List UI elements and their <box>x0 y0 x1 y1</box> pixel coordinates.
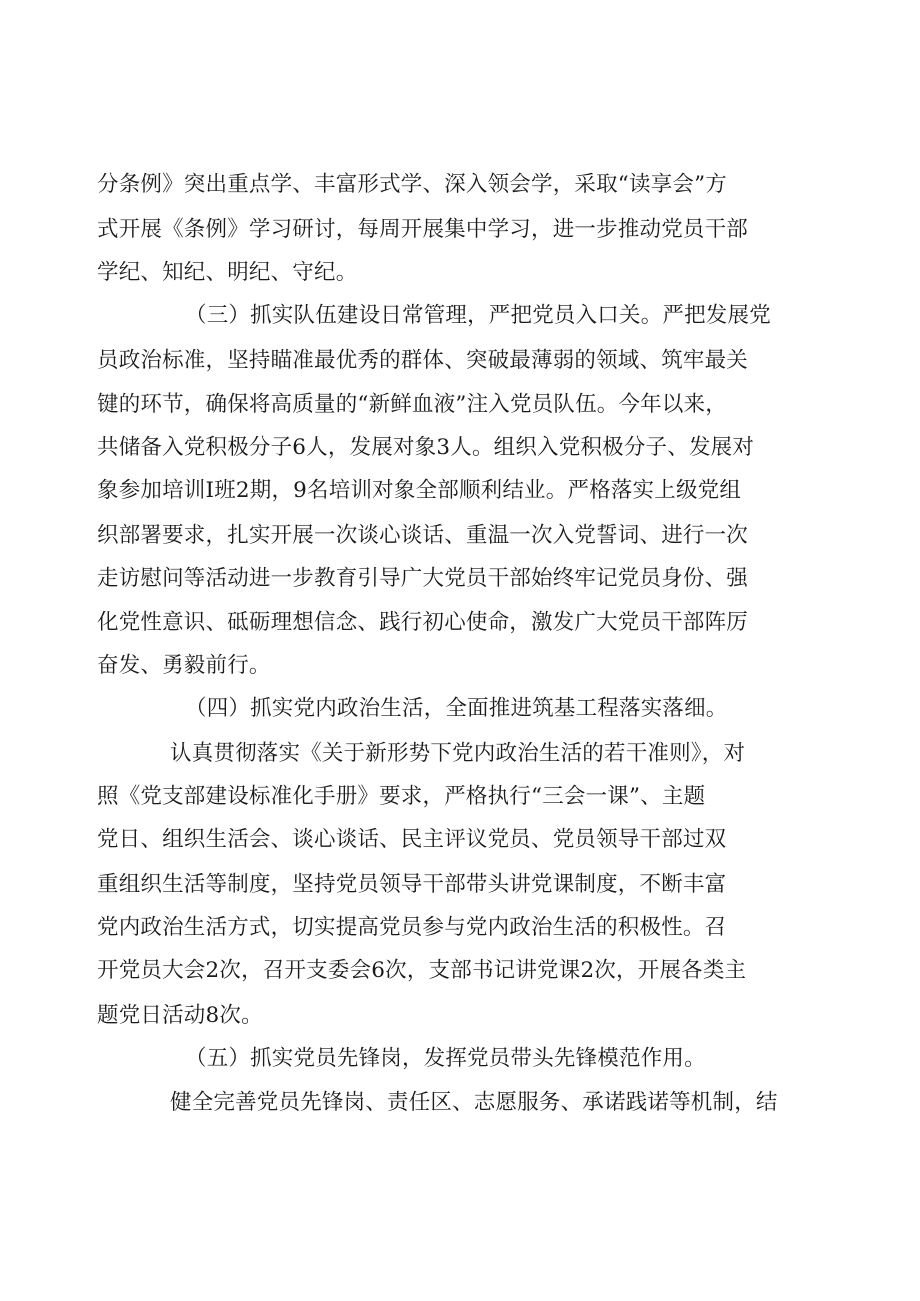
text-line-8: 象参加培训I班2期，9名培训对象全部顺利结业。严格落实上级党组 <box>97 478 742 503</box>
text-line-3: 学纪、知纪、明纪、守纪。 <box>97 260 358 285</box>
text-line-11: 化党性意识、砥砺理想信念、践行初心使命，激发广大党员干部阵厉 <box>97 610 749 635</box>
text-line-2: 式开展《条例》学习研讨，每周开展集中学习，进一步推动党员干部 <box>97 217 749 242</box>
text-line-10: 走访慰问等活动进一步教育引导广大党员干部始终牢记党员身份、强 <box>97 566 749 591</box>
text-line-22: 健全完善党员先锋岗、责任区、志愿服务、承诺践诺等机制，结 <box>170 1090 778 1115</box>
text-line-12: 奋发、勇毅前行。 <box>97 653 271 678</box>
text-line-6: 键的环节，确保将高质量的“新鲜血液”注入党员队伍。今年以来， <box>97 392 727 417</box>
text-line-14: 认真贯彻落实《关于新形势下党内政治生活的若干准则》，对 <box>170 741 746 766</box>
section-heading-4: （四）抓实党内政治生活，全面推进筑基工程落实落细。 <box>185 696 728 721</box>
section-heading-5: （五）抓实党员先锋岗，发挥党员带头先锋模范作用。 <box>185 1046 706 1071</box>
text-line-7: 共储备入党积极分子6人，发展对象3人。组织入党积极分子、发展对 <box>97 435 755 460</box>
text-line-19: 开党员大会2次，召开支委会6次，支部书记讲党课2次，开展各类主 <box>97 958 747 983</box>
section-heading-3: （三）抓实队伍建设日常管理，严把党员入口关。严把发展党 <box>185 303 771 328</box>
text-line-1: 分条例》突出重点学、丰富形式学、深入领会学，采取“读享会”方 <box>97 172 727 197</box>
text-line-15: 照《党支部建设标准化手册》要求，严格执行“三会一课”、主题 <box>97 784 706 809</box>
text-line-17: 重组织生活等制度，坚持党员领导干部带头讲党课制度，不断丰富 <box>97 872 727 897</box>
text-line-16: 党日、组织生活会、谈心谈话、民主评议党员、党员领导干部过双 <box>97 827 727 852</box>
text-line-5: 员政治标准，坚持瞄准最优秀的群体、突破最薄弱的领域、筑牢最关 <box>97 348 749 373</box>
text-line-20: 题党日活动8次。 <box>97 1003 263 1028</box>
text-line-9: 织部署要求，扎实开展一次谈心谈话、重温一次入党誓词、进行一次 <box>97 523 749 548</box>
text-line-18: 党内政治生活方式，切实提高党员参与党内政治生活的积极性。召 <box>97 915 727 940</box>
